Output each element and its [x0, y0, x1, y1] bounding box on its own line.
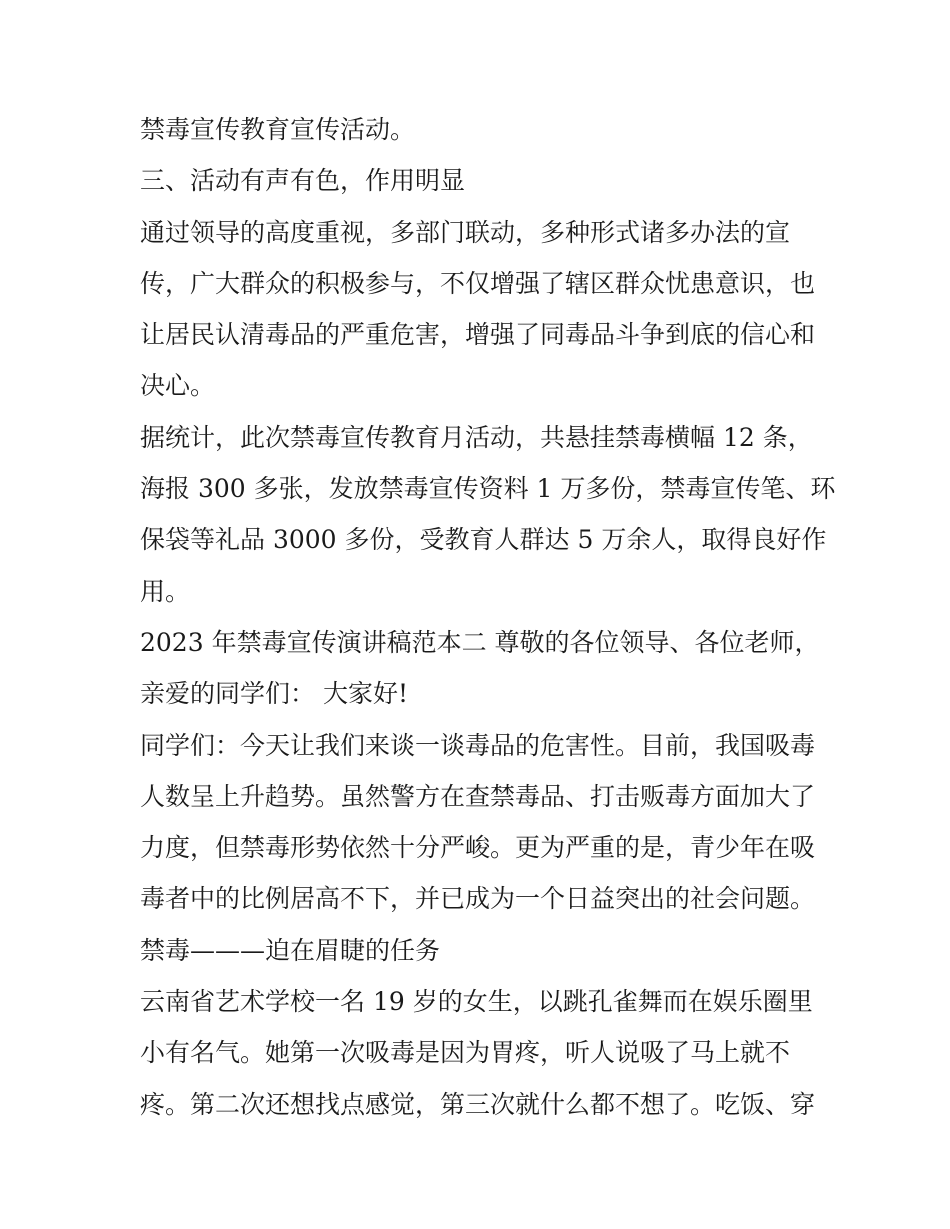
text-line: 让居民认清毒品的严重危害，增强了同毒品斗争到底的信心和: [140, 320, 816, 350]
text-line: 疼。第二次还想找点感觉，第三次就什么都不想了。吃饭、穿: [140, 1089, 816, 1119]
text-line: 云南省艺术学校一名 19 岁的女生，以跳孔雀舞而在娱乐圈里: [140, 987, 813, 1017]
text-line: 力度，但禁毒形势依然十分严峻。更为严重的是，青少年在吸: [140, 833, 816, 863]
document-body: [140, 104, 836, 1130]
text-line: 禁毒宣传教育宣传活动。: [140, 115, 416, 144]
text-line: 同学们：今天让我们来谈一谈毒品的危害性。目前，我国吸毒: [140, 730, 816, 760]
section-heading: 三、活动有声有色，作用明显: [140, 166, 466, 196]
greeting-line: 亲爱的同学们： 大家好!: [140, 679, 408, 709]
text-line: 据统计，此次禁毒宣传教育月活动，共悬挂禁毒横幅 12 条，: [140, 422, 813, 452]
speech-title-line: 2023 年禁毒宣传演讲稿范本二 尊敬的各位领导、各位老师，: [140, 627, 820, 657]
text-line: 海报 300 多张，发放禁毒宣传资料 1 万多份，禁毒宣传笔、环: [140, 474, 836, 504]
text-line: 决心。: [140, 371, 216, 401]
text-line: 毒者中的比例居高不下，并已成为一个日益突出的社会问题。: [140, 884, 816, 914]
text-line: 小有名气。她第一次吸毒是因为胃疼，听人说吸了马上就不: [140, 1038, 791, 1068]
subheading-line: 禁毒———迫在眉睫的任务: [140, 935, 441, 965]
text-line: 传，广大群众的积极参与，不仅增强了辖区群众忧患意识，也: [140, 268, 816, 298]
text-line: 用。: [140, 576, 191, 606]
text-line: 保袋等礼品 3000 多份，受教育人群达 5 万余人，取得良好作: [140, 525, 827, 555]
text-line: 人数呈上升趋势。虽然警方在查禁毒品、打击贩毒方面加大了: [140, 781, 816, 811]
text-line: 通过领导的高度重视，多部门联动，多种形式诸多办法的宣: [140, 217, 791, 247]
